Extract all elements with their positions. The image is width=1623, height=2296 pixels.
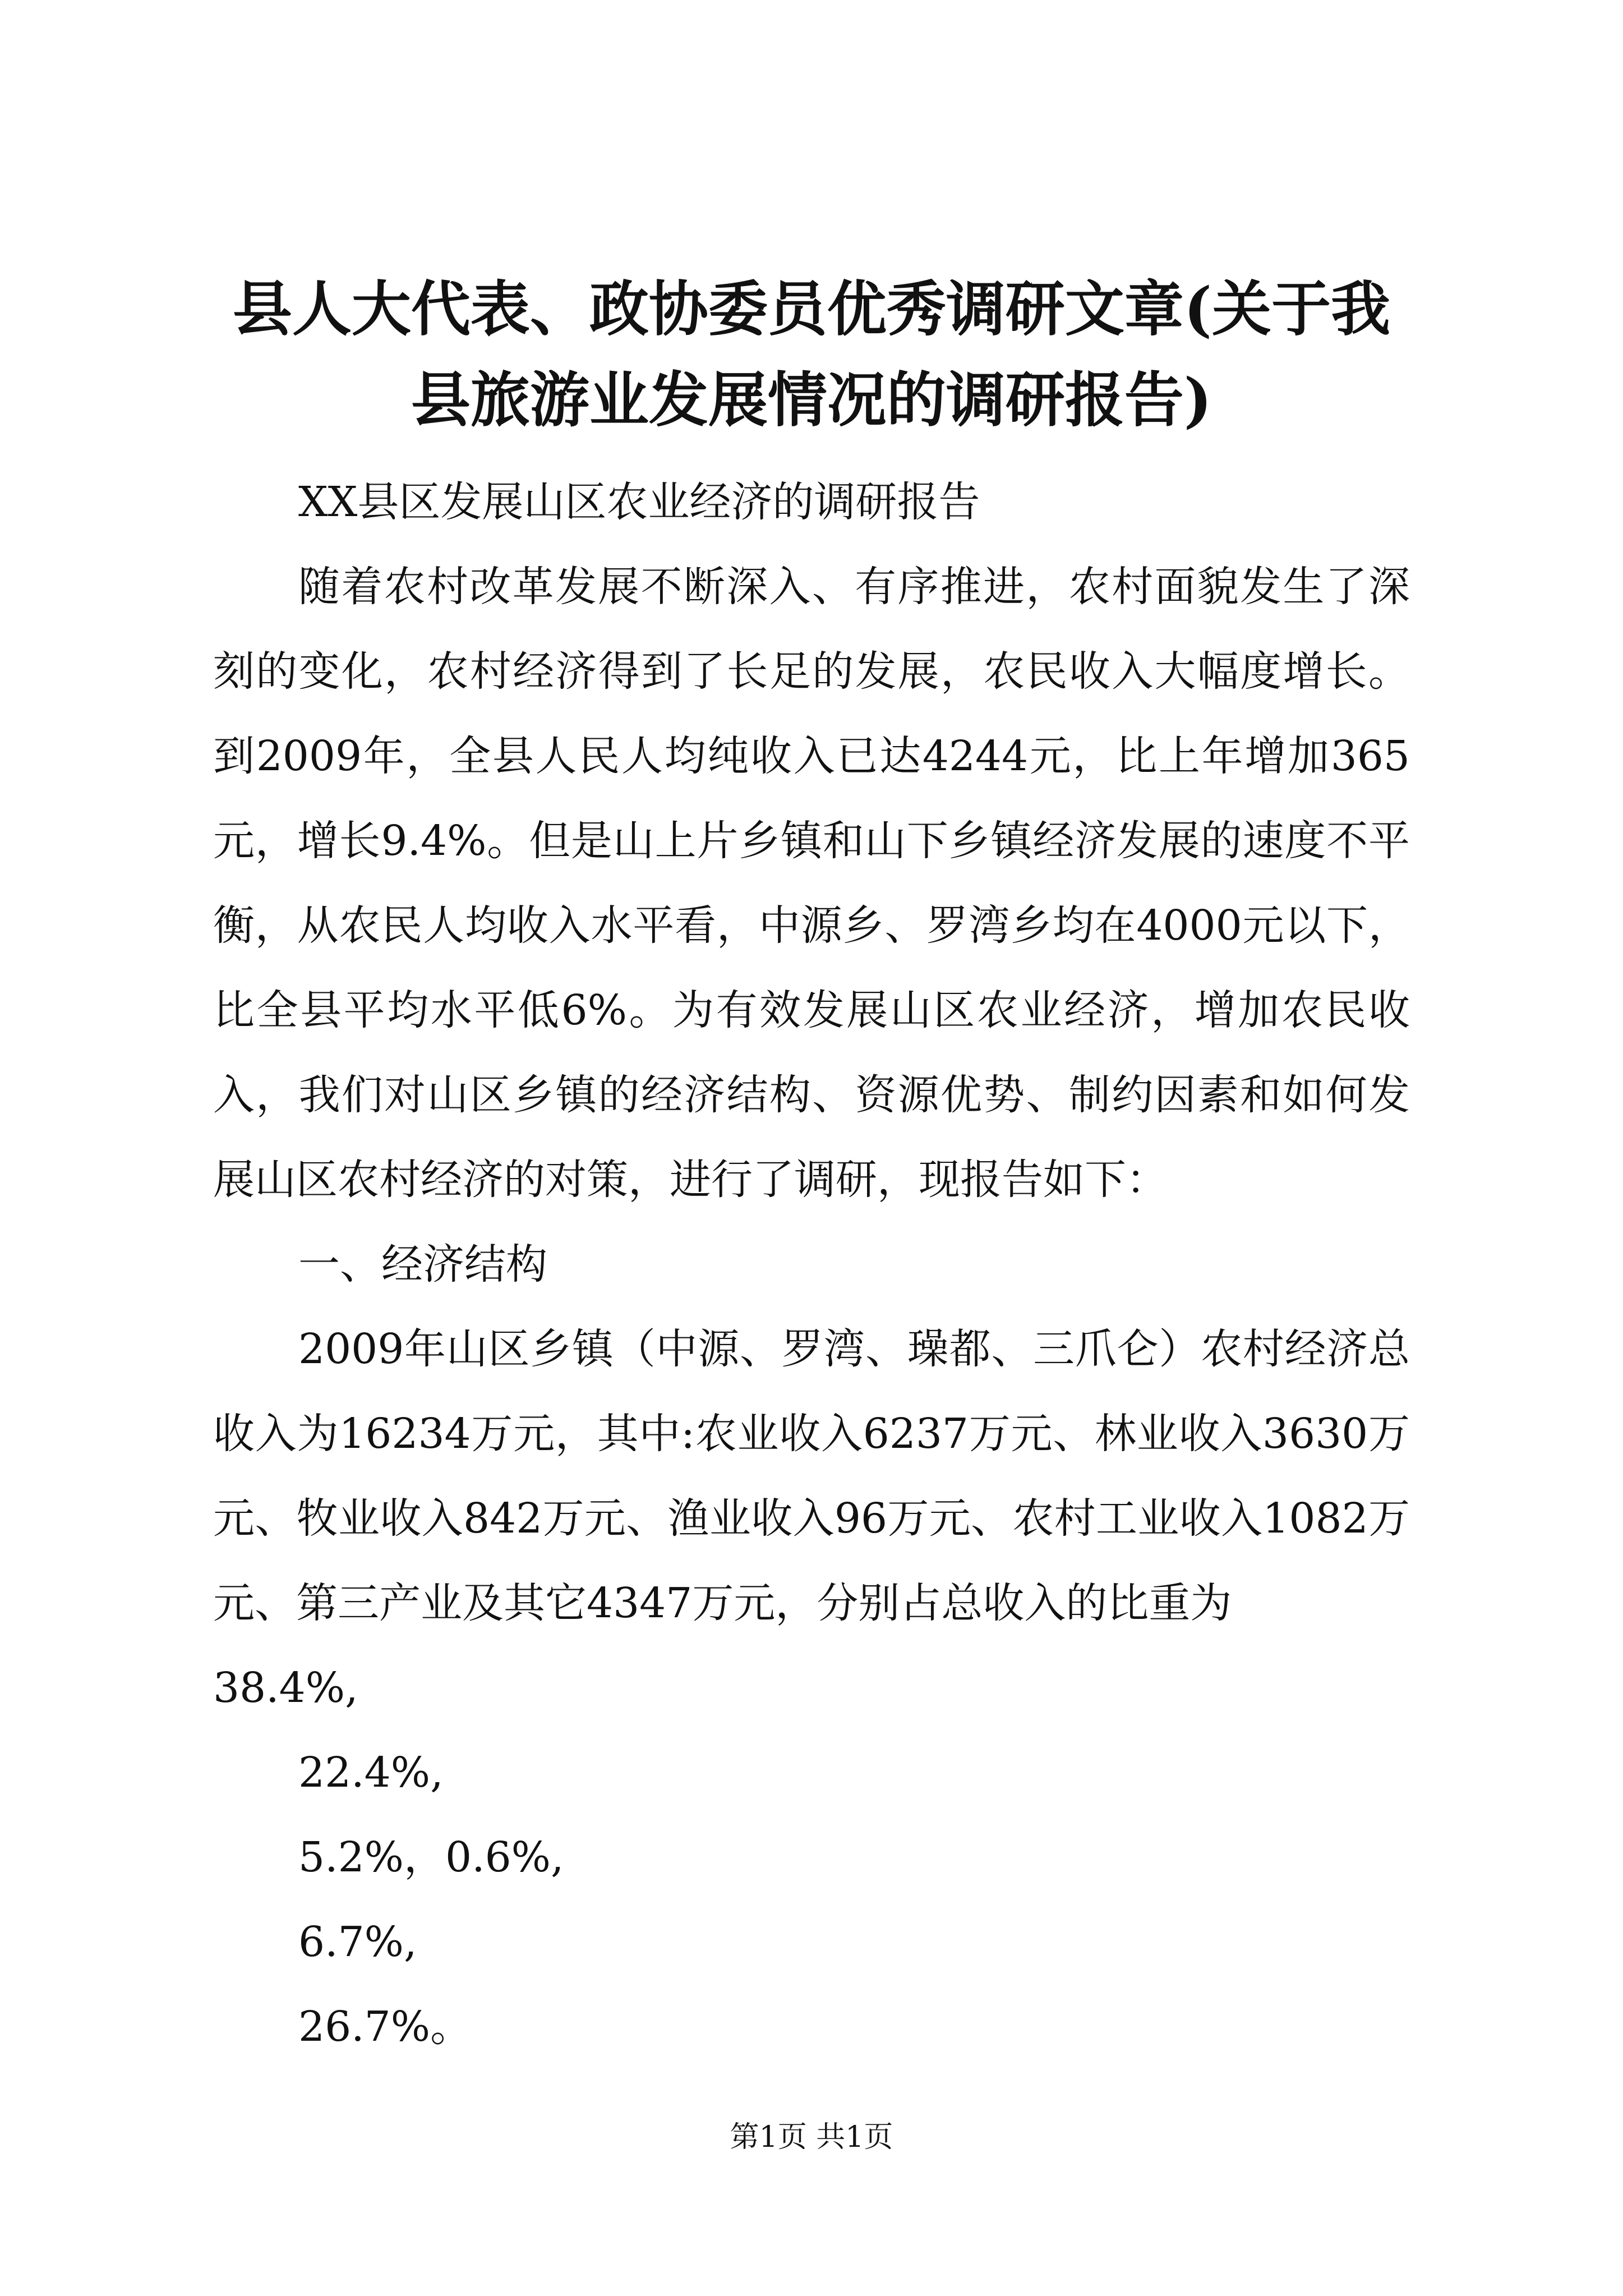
page-footer: 第1页 共1页	[730, 2120, 893, 2154]
percentage-line-2: 22.4%,	[298, 1749, 444, 1797]
percentage-line-5: 26.7%。	[298, 2003, 472, 2051]
paragraph-economic-structure: 2009年山区乡镇（中源、罗湾、璪都、三爪仑）农村经济总收入为16234万元，其中:农业收入6237万元、林业收入3630万元、牧业收入842万元、渔业收入96万元、农村工业收入1082万元、第三产业及其它4347万元，分别占总收入的比重为	[213, 1325, 1410, 1627]
percentage-line-4: 6.7%,	[298, 1918, 417, 1966]
document-body	[213, 460, 1410, 2069]
percentage-line-1: 38.4%,	[213, 1664, 358, 1712]
percentage-line-3: 5.2%，0.6%,	[298, 1833, 564, 1881]
paragraph-intro: 随着农村改革发展不断深入、有序推进，农村面貌发生了深刻的变化，农村经济得到了长足的发展，农民收入大幅度增长。到2009年，全县人民人均纯收入已达4244元，比上年增加365元，增长9.4%。但是山上片乡镇和山下乡镇经济发展的速度不平衡，从农民人均收入水平看，中源乡、罗湾乡均在4000元以下，比全县平均水平低6%。为有效发展山区农业经济，增加农民收入，我们对山区乡镇的经济结构、资源优势、制约因素和如何发展山区农村经济的对策，进行了调研，现报告如下：	[213, 563, 1410, 1204]
paragraph-subtitle: XX县区发展山区农业经济的调研报告	[298, 478, 980, 526]
section-heading-economic-structure: 一、经济结构	[298, 1240, 547, 1289]
document-title: 县人大代表、政协委员优秀调研文章(关于我县旅游业发展情况的调研报告)	[232, 274, 1391, 435]
